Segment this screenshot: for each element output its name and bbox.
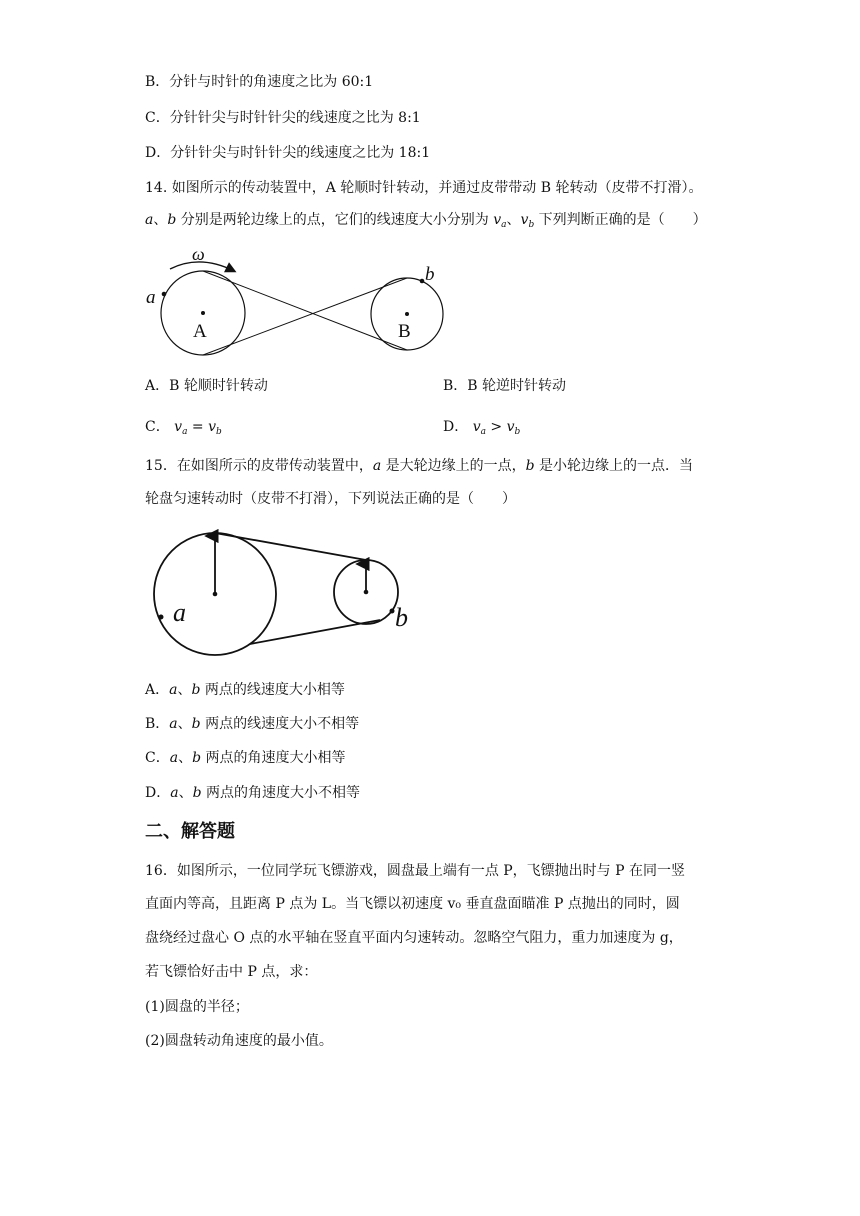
q16-stem-line4: 若飞镖恰好击中 P 点，求： <box>145 964 318 980</box>
q16-stem-line2: 直面内等高，且距离 P 点为 L。当飞镖以初速度 v₀ 垂直盘面瞄准 P 点抛出的同时，圆 <box>145 896 680 912</box>
q16-stem-line3: 盘绕经过盘心 O 点的水平轴在竖直平面内匀速转动。忽略空气阻力，重力加速度为 g， <box>145 930 683 946</box>
q13-option-d: D．分针针尖与时针针尖的线速度之比为 18:1 <box>145 145 431 161</box>
label-a: a <box>146 287 156 308</box>
q14-option-d: D． $v_a > v_b$ <box>443 419 521 437</box>
point-a-dot <box>162 292 167 297</box>
belt-bottom <box>250 620 380 644</box>
section-title: 二、解答题 <box>145 821 235 842</box>
q16-stem-line1: 16．如图所示，一位同学玩飞镖游戏，圆盘最上端有一点 P，飞镖抛出时与 P 在同一竖 <box>145 863 686 879</box>
label-wheel-b: B <box>398 321 411 342</box>
q14-stem-line2: a、b 分别是两轮边缘上的点，它们的线速度大小分别为 $v_a$、$v_b$ 下列判断正确的是（ ） <box>145 212 707 230</box>
q16-sub2: (2)圆盘转动角速度的最小值。 <box>145 1033 333 1049</box>
q14-option-b: B．B 轮逆时针转动 <box>443 378 567 394</box>
q15-stem-line2: 轮盘匀速转动时（皮带不打滑），下列说法正确的是（ ） <box>145 491 516 507</box>
point-b-dot <box>390 609 395 614</box>
q15-belt-figure <box>150 526 420 666</box>
point-a-dot <box>159 615 164 620</box>
q14-stem-line1: 14. 如图所示的传动装置中，A 轮顺时针转动，并通过皮带带动 B 轮转动（皮带不打滑）。 <box>145 180 703 196</box>
q15-option-b: B．a、b 两点的线速度大小不相等 <box>145 716 360 732</box>
q16-sub1: (1)圆盘的半径； <box>145 999 249 1015</box>
q15-option-a: A．a、b 两点的线速度大小相等 <box>145 682 345 698</box>
q14-option-c: C． $v_a = v_b$ <box>145 419 222 437</box>
label-b: b <box>395 603 408 632</box>
label-wheel-a: A <box>193 321 207 342</box>
omega-label: ω <box>192 244 205 264</box>
label-a: a <box>173 598 186 627</box>
q13-option-b: B．分针与时针的角速度之比为 60:1 <box>145 74 374 90</box>
belt-cross-2 <box>203 278 407 355</box>
q15-stem-line1: 15．在如图所示的皮带传动装置中，a 是大轮边缘上的一点，b 是小轮边缘上的一点．当 <box>145 458 694 474</box>
belt-top <box>215 533 366 560</box>
q14-option-a: A．B 轮顺时针转动 <box>145 378 268 394</box>
q13-option-c: C．分针针尖与时针针尖的线速度之比为 8:1 <box>145 110 421 126</box>
belt-cross-1 <box>203 271 407 350</box>
q15-option-c: C．a、b 两点的角速度大小相等 <box>145 750 346 766</box>
point-b-dot <box>420 279 425 284</box>
q14-belt-figure <box>140 236 460 366</box>
label-b: b <box>425 264 435 285</box>
q15-option-d: D．a、b 两点的角速度大小不相等 <box>145 785 361 801</box>
